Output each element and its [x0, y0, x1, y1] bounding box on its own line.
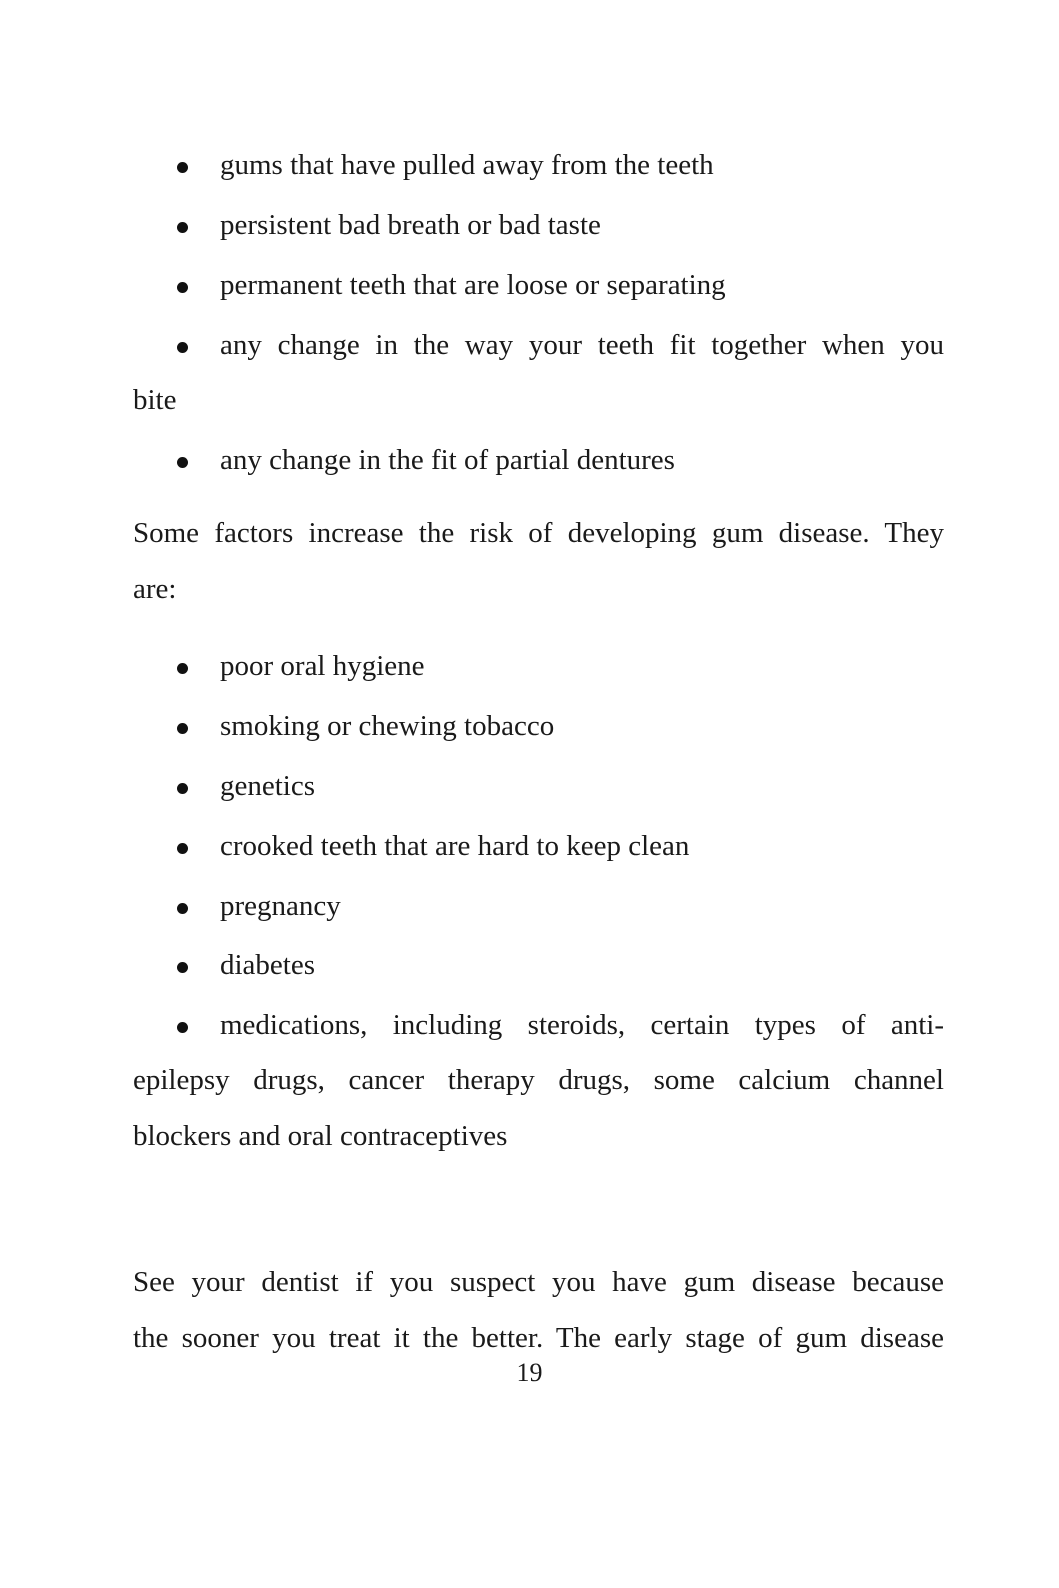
bullet-icon	[177, 282, 188, 293]
list-item	[133, 945, 944, 985]
paragraph-line: are:	[133, 573, 177, 605]
list-item	[133, 886, 944, 926]
list-item	[133, 145, 944, 185]
list-item-text: genetics	[220, 770, 316, 802]
paragraph-line: the sooner you treat it the better. The early stage of gum disease	[133, 1322, 944, 1354]
list-item	[133, 646, 944, 686]
bullet-icon	[177, 457, 188, 468]
list-item-text: permanent teeth that are loose or separating	[220, 269, 726, 301]
list-item	[133, 205, 944, 245]
list-item-text: medications, including steroids, certain types of anti-	[220, 1009, 944, 1041]
page-number: 19	[516, 1358, 543, 1387]
list-item	[133, 826, 944, 866]
paragraph-line: Some factors increase the risk of developing gum disease. They	[133, 517, 944, 549]
bullet-icon	[177, 843, 188, 854]
bullet-icon	[177, 962, 188, 973]
list-item-text: persistent bad breath or bad taste	[220, 209, 601, 241]
bullet-icon	[177, 162, 188, 173]
paragraph-line: See your dentist if you suspect you have gum disease because	[133, 1266, 944, 1298]
list-item-text: poor oral hygiene	[220, 650, 425, 682]
list-item-text: smoking or chewing tobacco	[220, 710, 555, 742]
list-item	[133, 440, 944, 480]
list-item-text: diabetes	[220, 949, 316, 981]
bullet-icon	[177, 663, 188, 674]
list-item-text: any change in the way your teeth fit together when you	[220, 329, 944, 361]
bullet-icon	[177, 723, 188, 734]
list-item-text-continuation: bite	[133, 384, 177, 416]
bullet-icon	[177, 783, 188, 794]
list-item-text: pregnancy	[220, 890, 341, 922]
list-item	[133, 706, 944, 746]
list-item-text: gums that have pulled away from the teeth	[220, 149, 714, 181]
list-item	[133, 265, 944, 305]
list-item-text: any change in the fit of partial dentures	[220, 444, 675, 476]
list-item-text-continuation: epilepsy drugs, cancer therapy drugs, some calcium channel	[133, 1064, 944, 1096]
bullet-icon	[177, 903, 188, 914]
bullet-icon	[177, 222, 188, 233]
list-item-text: crooked teeth that are hard to keep clean	[220, 830, 690, 862]
list-item	[133, 766, 944, 806]
list-item-text-continuation: blockers and oral contraceptives	[133, 1120, 508, 1152]
